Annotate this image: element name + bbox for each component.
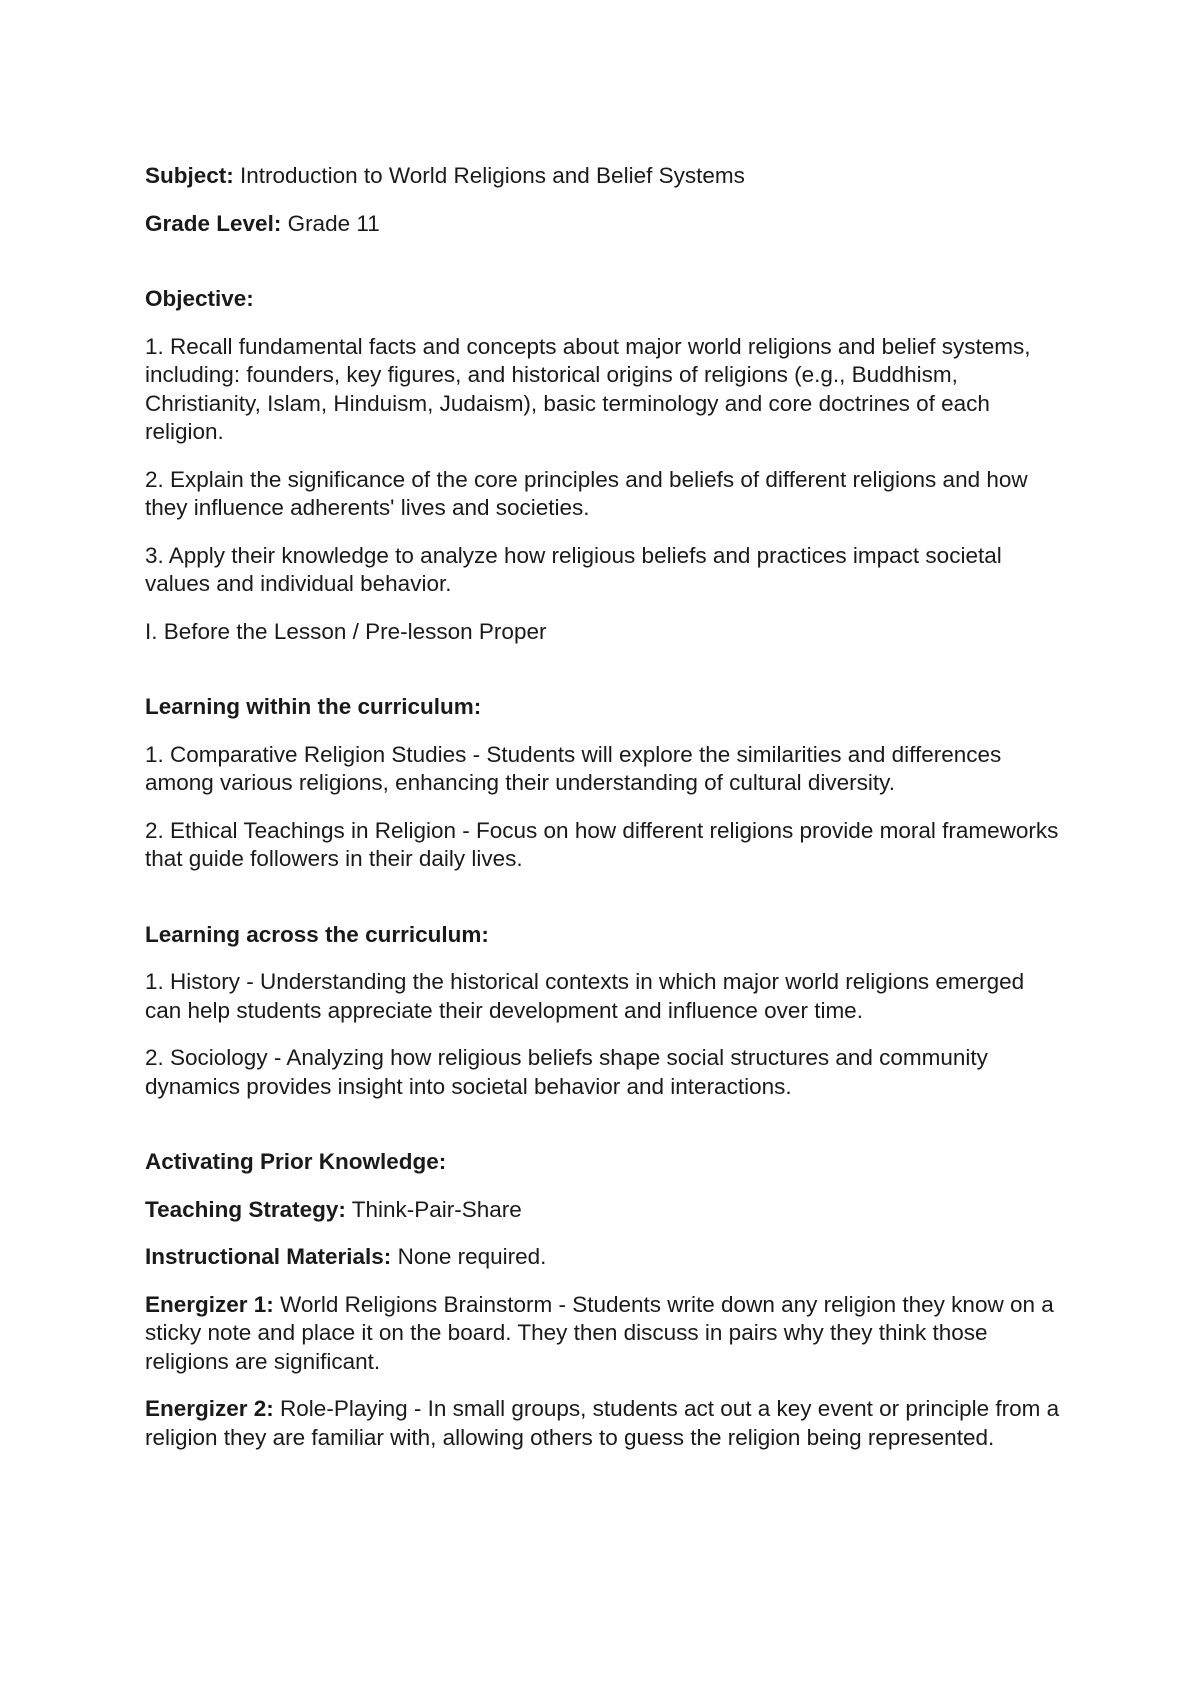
teaching-strategy-label: Teaching Strategy: — [145, 1196, 346, 1222]
across-curriculum-heading: Learning across the curriculum: — [145, 921, 489, 947]
within-item-1: 1. Comparative Religion Studies - Students will explore the similarities and differences among various religions, enhancing their understanding of cultural diversity. — [145, 741, 1002, 795]
prior-knowledge-heading: Activating Prior Knowledge: — [145, 1149, 447, 1174]
objective-item-1: 1. Recall fundamental facts and concepts about major world religions and belief systems, including: founders, key figures, and historical origins of religions (e.g., Buddhism, Christianity, Islam, Hinduism, Judaism), basic terminology and core doctrines of each religion. — [145, 333, 1031, 444]
subject-value: Introduction to World Religions and Belief Systems — [233, 163, 745, 188]
grade-line — [145, 210, 1065, 239]
objective-item-2: 2. Explain the significance of the core principles and beliefs of different religions and how they influence adherents' lives and societies. — [145, 466, 1028, 520]
instructional-materials-value: None required. — [391, 1244, 547, 1269]
document-page — [145, 162, 1065, 1452]
subject-line — [145, 162, 1065, 191]
across-item-2: 2. Sociology - Analyzing how religious beliefs shape social structures and community dynamics provides insight into societal behavior and interactions. — [145, 1045, 988, 1099]
energizer-1-line — [145, 1291, 1065, 1377]
objective-heading: Objective: — [145, 286, 254, 311]
section-heading-before-lesson: I. Before the Lesson / Pre-lesson Proper — [145, 618, 547, 644]
teaching-strategy-line — [145, 1196, 1065, 1225]
within-item-2: 2. Ethical Teachings in Religion - Focus on how different religions provide moral frameworks that guide followers in their daily lives. — [145, 817, 1059, 871]
energizer-1-value: World Religions Brainstorm - Students write down any religion they know on a sticky note and place it on the board. They then discuss in pairs why they think those religions are significant. — [145, 1291, 1054, 1374]
grade-label: Grade Level: — [145, 210, 282, 236]
within-curriculum-heading: Learning within the curriculum: — [145, 694, 482, 719]
across-item-1: 1. History - Understanding the historical contexts in which major world religions emerged can help students appreciate their development and influence over time. — [145, 969, 1025, 1023]
teaching-strategy-value: Think-Pair-Share — [345, 1196, 522, 1222]
instructional-materials-line — [145, 1243, 1065, 1272]
energizer-1-label: Energizer 1: — [145, 1291, 274, 1317]
subject-label: Subject: — [145, 163, 234, 188]
energizer-2-value: Role-Playing - In small groups, students act out a key event or principle from a religion they are familiar with, allowing others to guess the religion being represented. — [145, 1396, 1060, 1450]
energizer-2-label: Energizer 2: — [145, 1396, 274, 1421]
instructional-materials-label: Instructional Materials: — [145, 1244, 392, 1269]
grade-value: Grade 11 — [281, 210, 380, 236]
energizer-2-line — [145, 1395, 1065, 1452]
objective-item-3: 3. Apply their knowledge to analyze how religious beliefs and practices impact societal values and individual behavior. — [145, 542, 1002, 596]
